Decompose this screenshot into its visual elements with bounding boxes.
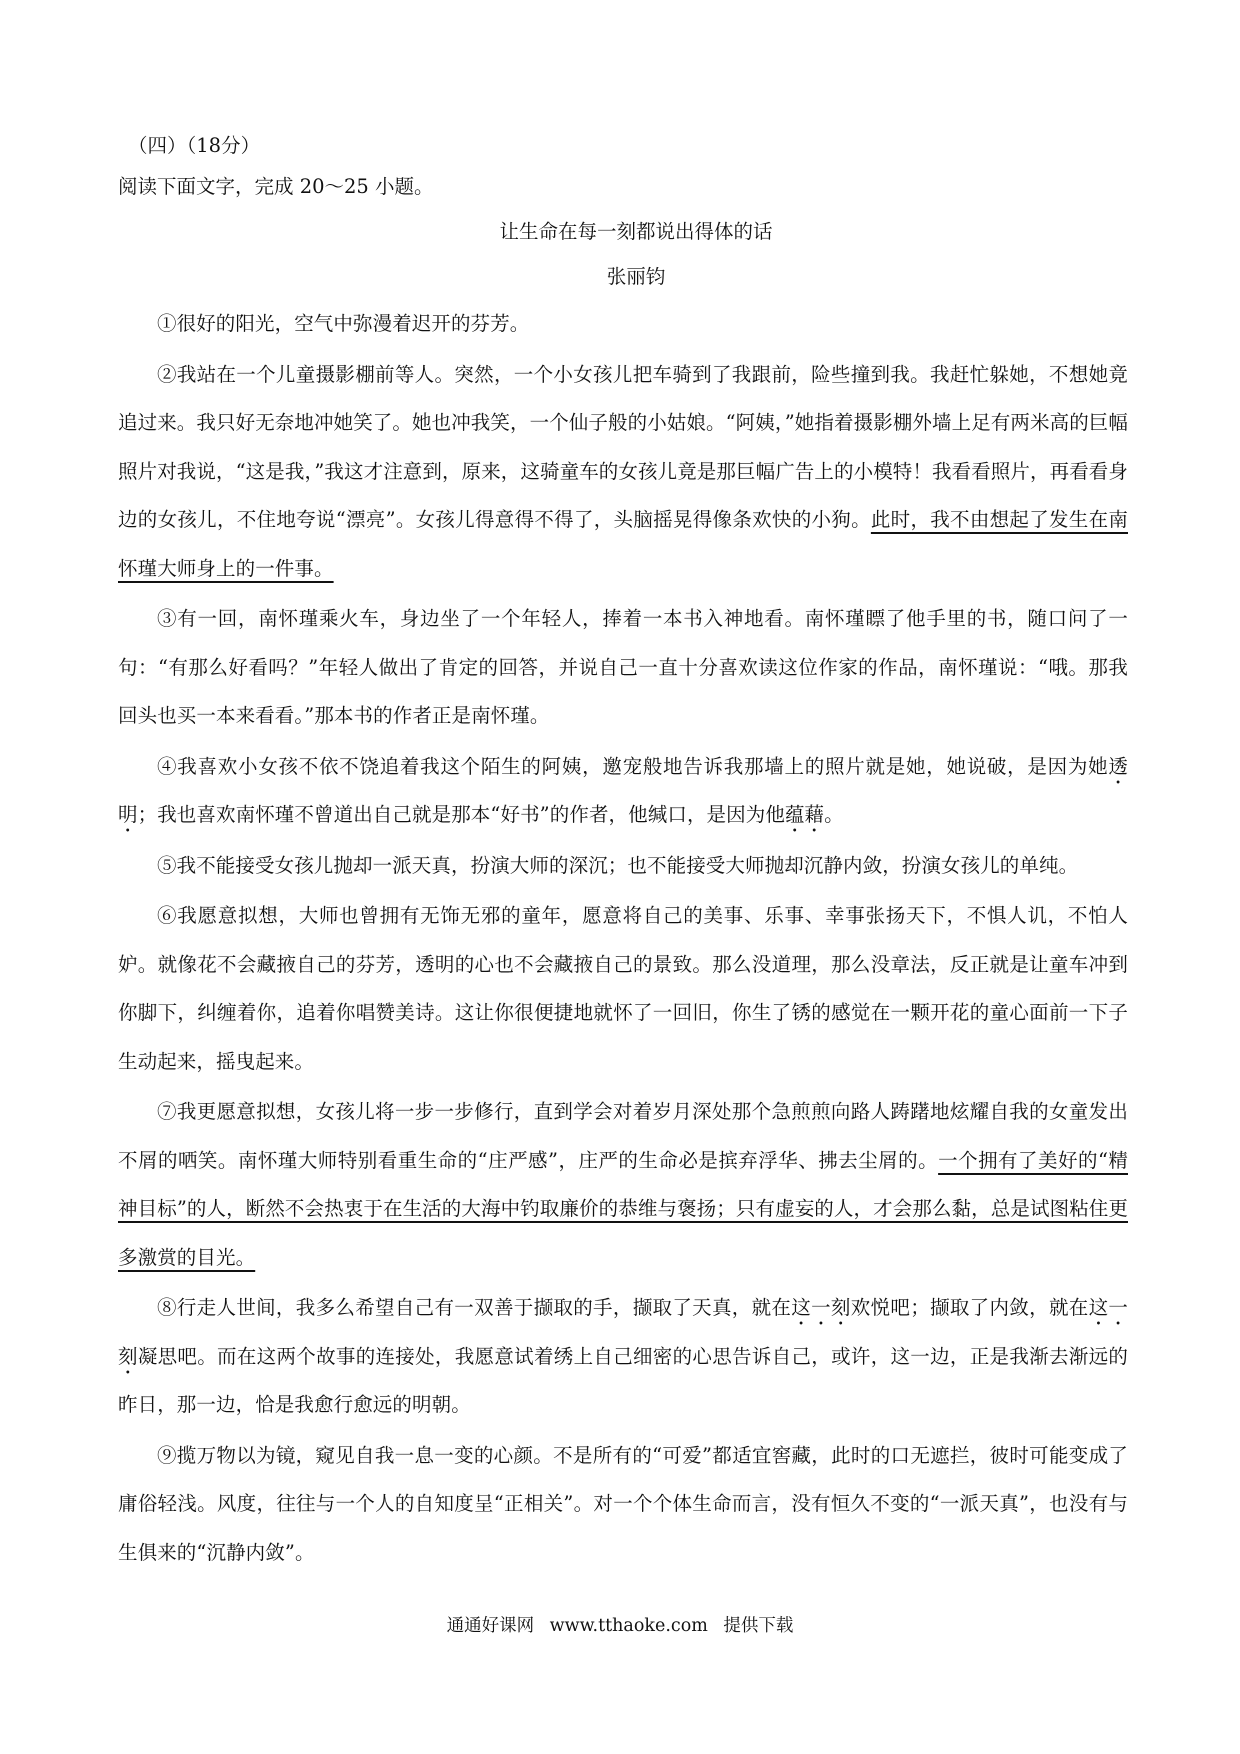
footer-site-name: 通通好课网 <box>446 1616 535 1636</box>
paragraph-1: ①很好的阳光，空气中弥漫着迟开的芬芳。 <box>157 312 530 335</box>
paragraph-8 <box>118 1284 1128 1430</box>
paragraph-6: ⑥我愿意拟想，大师也曾拥有无饰无邪的童年，愿意将自己的美事、乐事、幸事张扬天下，不惧人讥，不怕人妒。就像花不会藏掖自己的芬芳，透明的心也不会藏掖自己的景致。那么没道理，那么没章法，反正就是让童车冲到你脚下，纠缠着你，追着你唱赞美诗。这让你很便捷地就怀了一回旧，你生了锈的感觉在一颗开花的童心面前一下子生动起来，摇曳起来。 <box>118 904 1128 1073</box>
paragraph-7-text: ⑦我更愿意拟想，女孩儿将一步一步修行，直到学会对着岁月深处那个急煎煎向路人踌躇地炫耀自我的女童发出不屑的哂笑。南怀瑾大师特别看重生命的“庄严感”，庄严的生命必是摈弃浮华、拂去尘屑的。 <box>118 1100 1128 1172</box>
paragraph-8-text-c: 凝思吧。而在这两个故事的连接处，我愿意试着绣上自己细密的心思告诉自己，或许，这一边，正是我渐去渐远的昨日，那一边，恰是我愈行愈远的明朝。 <box>118 1344 1128 1416</box>
dotted-word-transparent: 透明 <box>118 754 1128 826</box>
paragraph-9: ⑨揽万物以为镜，窥见自我一息一变的心颜。不是所有的“可爱”都适宜窖藏，此时的口无遮拦，彼时可能变成了庸俗轻浅。风度，往往与一个人的自知度呈“正相关”。对一个个体生命而言，没有恒久不变的“一派天真”，也没有与生俱来的“沉静内敛”。 <box>118 1443 1128 1564</box>
paragraph-8-text-a: ⑧行走人世间，我多么希望自己有一双善于撷取的手，撷取了天真，就在 <box>157 1296 792 1319</box>
page-footer <box>0 1612 1240 1640</box>
paragraph-4-text-c: 。 <box>824 803 844 826</box>
paragraph-8-text-b: 欢悦吧；撷取了内敛，就在 <box>850 1296 1089 1319</box>
underlined-sentence-2: 一个拥有了美好的“精神目标”的人，断然不会热衷于在生活的大海中钓取廉价的恭维与褒扬；只有虚妄的人，才会那么黏，总是试图粘住更多激赏的目光。 <box>118 1148 1128 1269</box>
paragraph-4-text-a: ④我喜欢小女孩不依不饶追着我这个陌生的阿姨，邀宠般地告诉我那墙上的照片就是她，她说破，是因为她 <box>157 754 1109 778</box>
paragraph-5: ⑤我不能接受女孩儿抛却一派天真，扮演大师的深沉；也不能接受大师抛却沉静内敛，扮演女孩儿的单纯。 <box>157 853 1079 877</box>
footer-note: 提供下载 <box>723 1616 794 1636</box>
dotted-word-this-moment-1: 这一刻 <box>791 1296 851 1319</box>
paragraph-2-text: ②我站在一个儿童摄影棚前等人。突然，一个小女孩儿把车骑到了我跟前，险些撞到我。我赶忙躲她，不想她竟追过来。我只好无奈地冲她笑了。她也冲我笑，一个仙子般的小姑娘。“阿姨，”她指着摄影棚外墙上足有两米高的巨幅照片对我说，“这是我，”我这才注意到，原来，这骑童车的女孩儿竟是那巨幅广告上的小模特！我看看照片，再看看身边的女孩儿，不住地夸说“漂亮”。女孩儿得意得不得了，头脑摇晃得像条欢快的小狗。 <box>118 362 1128 531</box>
paragraph-4 <box>118 743 1128 840</box>
dotted-word-this-moment-2: 这一刻 <box>118 1296 1129 1368</box>
underlined-sentence-1: 此时，我不由想起了发生在南怀瑾大师身上的一件事。 <box>118 508 1128 580</box>
paragraph-3: ③有一回，南怀瑾乘火车，身边坐了一个年轻人，捧着一本书入神地看。南怀瑾瞟了他手里的书，随口问了一句：“有那么好看吗？”年轻人做出了肯定的回答，并说自己一直十分喜欢读这位作家的作品，南怀瑾说：“哦。那我回头也买一本来看看。”那本书的作者正是南怀瑾。 <box>118 607 1128 727</box>
section-label: （四）（18分） <box>128 134 261 157</box>
footer-url: www.tthaoke.com <box>549 1616 708 1636</box>
dotted-word-reserved: 蕴藉 <box>784 803 825 826</box>
article-title: 让生命在每一刻都说出得体的话 <box>499 220 773 243</box>
article-author: 张丽钧 <box>606 265 666 288</box>
document-content <box>118 126 1128 1577</box>
section-instruction: 阅读下面文字，完成 20～25 小题。 <box>118 175 434 198</box>
paragraph-4-text-b: ；我也喜欢南怀瑾不曾道出自己就是那本“好书”的作者，他缄口，是因为他 <box>137 803 785 826</box>
paragraph-2 <box>118 351 1128 594</box>
paragraph-7 <box>118 1088 1128 1282</box>
